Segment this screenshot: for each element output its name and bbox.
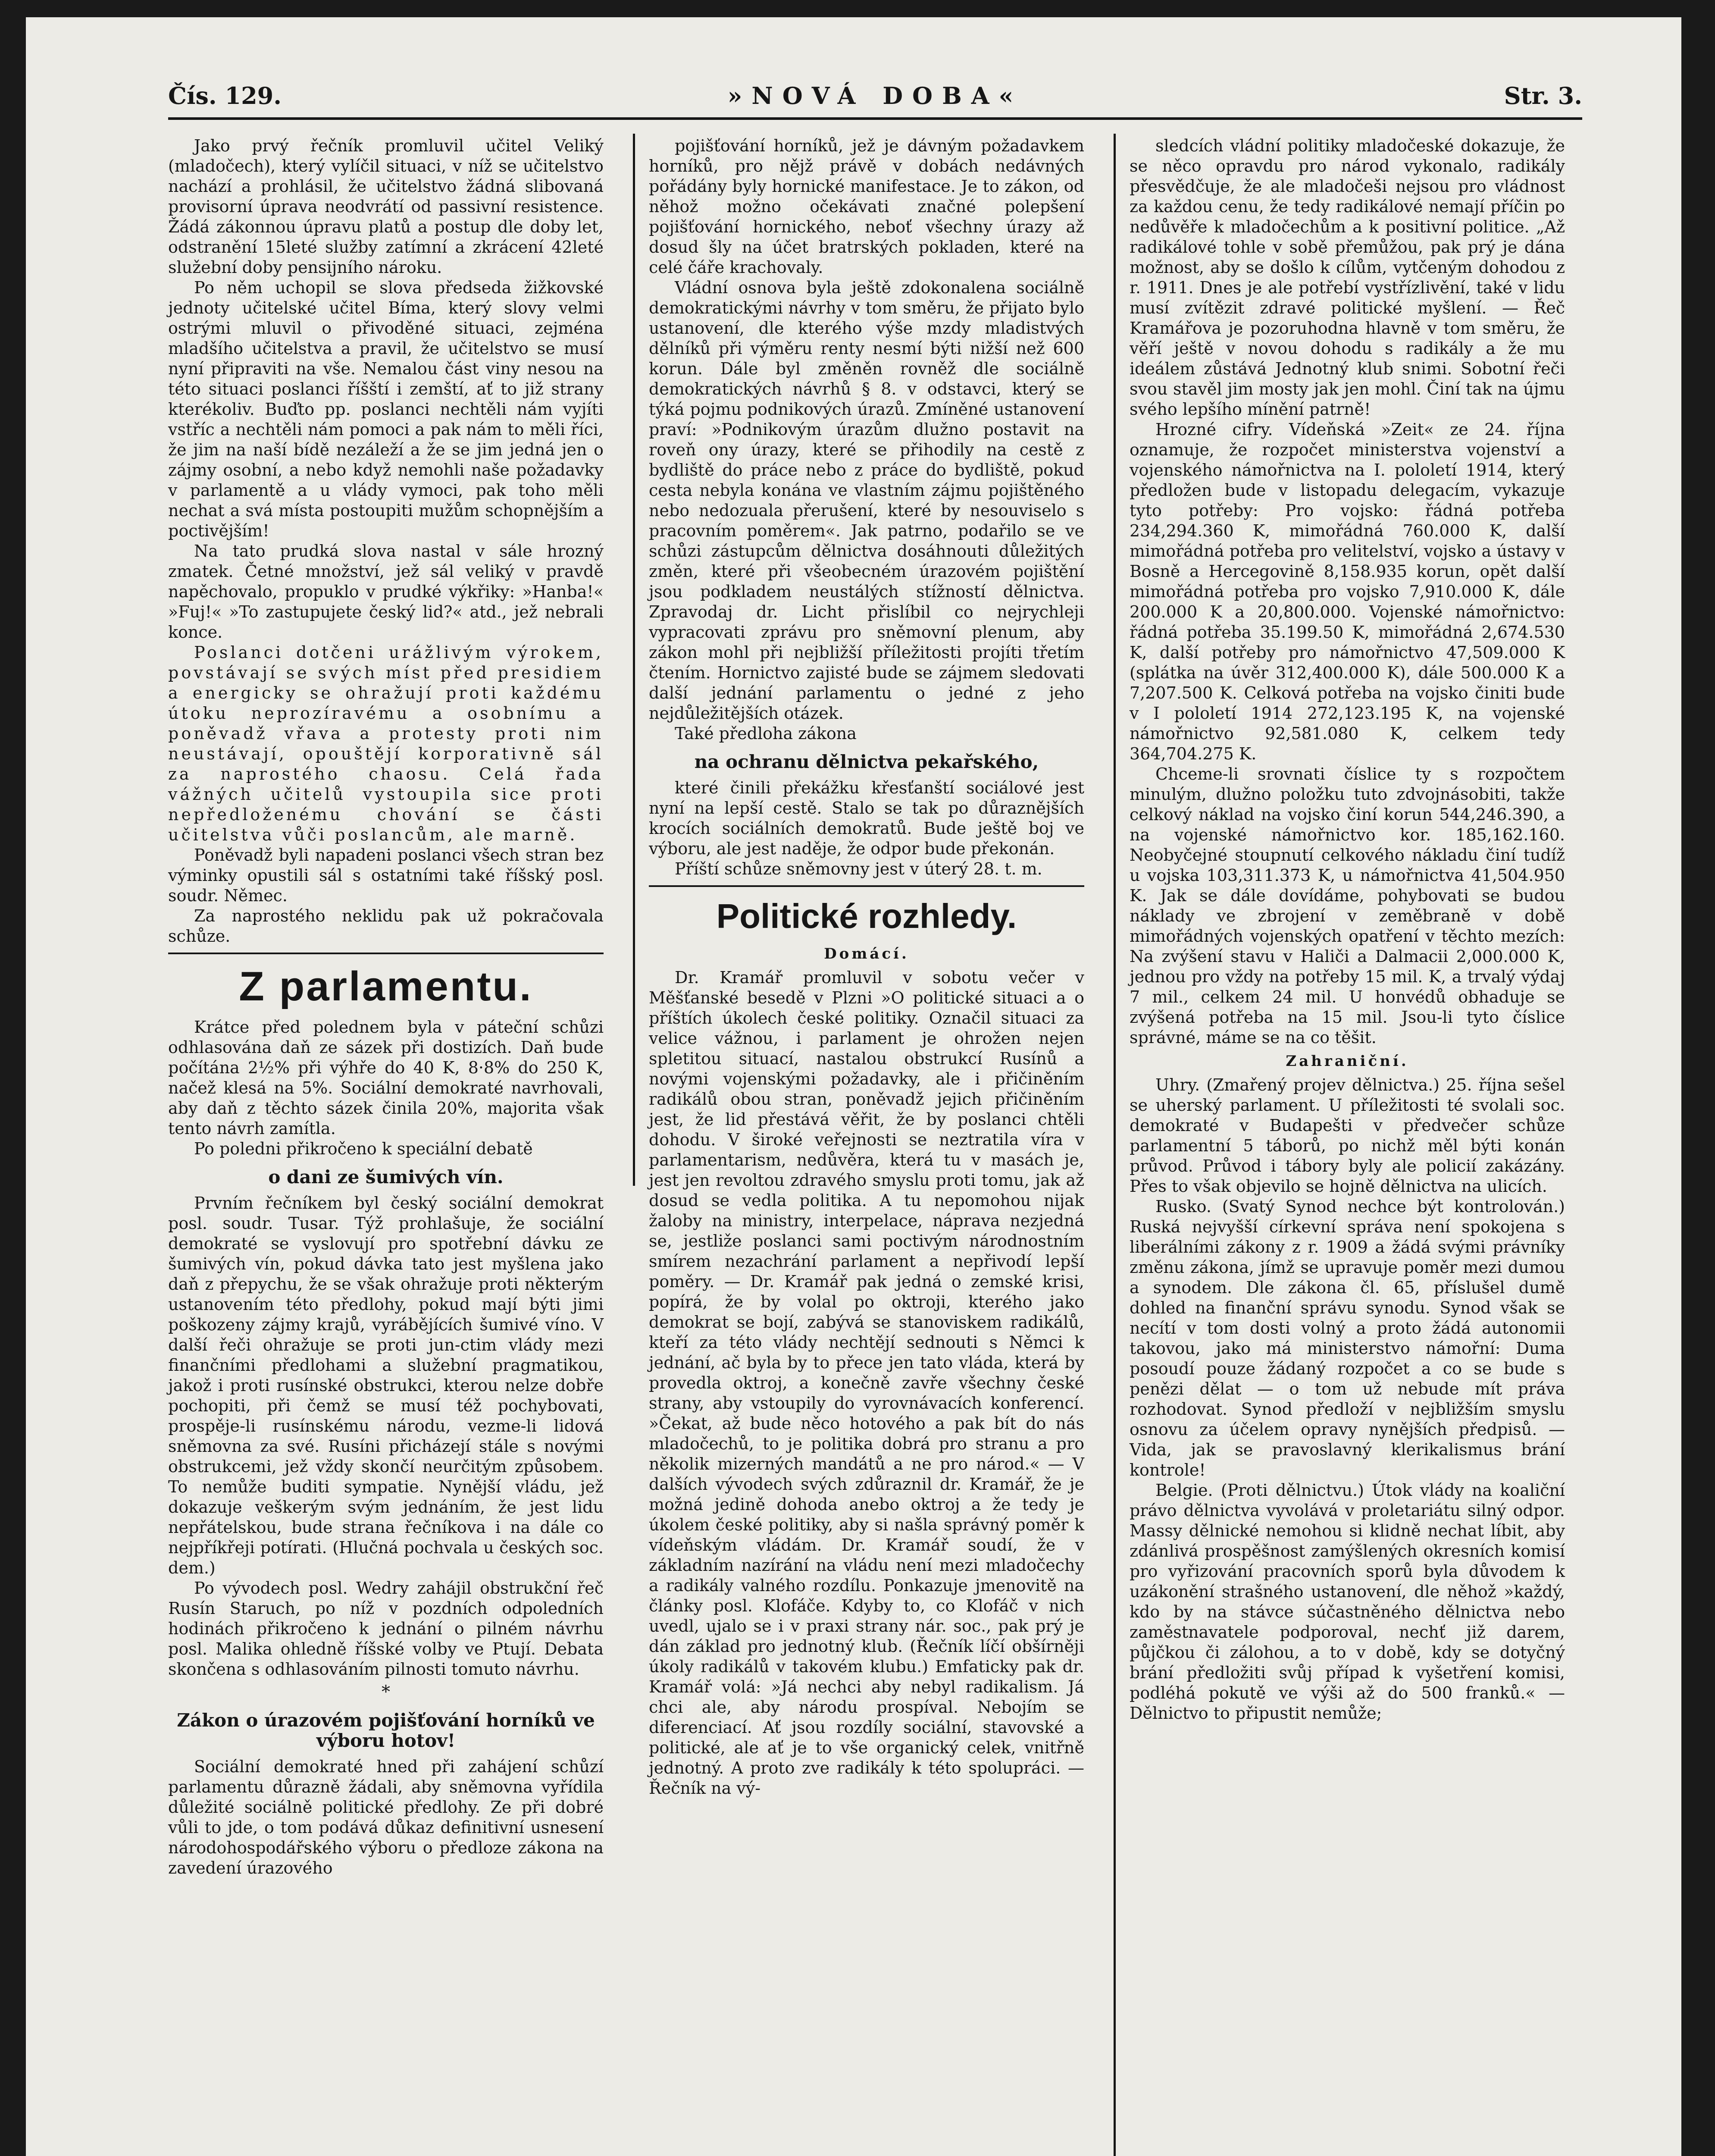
article-paragraph: Chceme-li srovnati číslice ty s rozpočtem minulým, dlužno položku tuto zdvojnásobiti, takže celkový náklad na vojsko činí korun 544,246.390, a na vojenské námořnictvo kor. 185,162.160. Neobyčejné stoupnutí celkového nákladu činí tudíž u vojska 103,311.373 K, u námořnictva 41,504.950 K. Jak se dále dovídáme, pohybovati se budou náklady ve zbrojení v zeměbraně v době mimořádných vojenských opatření v těchto mezích: Na zvýšení stavu v Haliči a Dalmacii 2,000.000 K, jednou pro vždy na potřeby 15 mil. K, a trvalý výdaj 7 mil., celkem 24 mil. U honvédů obhaduje se zvýšená potřeba na 15 mil. Jsou-li tyto číslice správné, máme se na co těšit.: [1130, 765, 1565, 1047]
section-rule: [168, 953, 604, 954]
article-paragraph: Prvním řečníkem byl český sociální demokrat posl. soudr. Tusar. Týž prohlašuje, že sociální demokraté se vyslovují pro spotřební dávku ze šumivých vín, pokud dávka tato jest myšlena jako daň z přepychu, že se však ohražuje proti některým ustanovením této předlohy, pokud mají býti jimi poškozeny zájmy krajů, vyrábějících šumivé víno. V další řeči ohražuje se proti jun-ctim vlády mezi finančními předlohami a služební pragmatikou, jakož i proti rusínské obstrukci, kterou nelze dobře pochopiti, při čemž se musí též pochybovati, prospěje-li rusínskému národu, vezme-li lidová sněmovna za své. Rusíni přicházejí stále s novými obstrukcemi, jež vždy skončí neurčitým způsobem. To nemůže buditi sympatie. Nynější vládu, jež dokazuje veškerým svým jednáním, že jest lidu nepřátelskou, bude strana řečníkova i na dále co nejpříkřeji potírati. (Hlučná pochvala u českých soc. dem.): [168, 1194, 604, 1577]
bakers-subheading: na ochranu dělnictva pekařského,: [694, 751, 1039, 772]
article-paragraph: Poslanci dotčeni urážlivým výrokem, povstávají se svých míst před presidiem a energicky se ohražují proti každému útoku neprozíravému a osobnímu a poněvadž vřava a protesty proti nim neustávají, opouštějí korporativně sál za naprostého chaosu. Celá řada vážných učitelů vystoupila sice proti nepředloženému chování se části učitelstva vůči poslancům, ale marně.: [168, 643, 604, 844]
newspaper-page: [26, 17, 1681, 2156]
article-paragraph: Po něm uchopil se slova předseda žižkovské jednoty učitelské učitel Bíma, který slovy velmi ostrými mluvil o přivoděné situaci, zejména mladšího učitelstva a pravil, že učitelstvo se musí nyní připraviti na vše. Nemalou část viny nesou na této situaci poslanci říšští i zemští, ať to již strany kterékoliv. Buďto pp. poslanci nechtěli nám vyjíti vstříc a nechtěli nám pomoci a pak nám to měli říci, že jim na naší bídě nezáleží a že se jim jedná jen o zájmy osobní, a nebo když nemohli naše požadavky v parlamentě a u vlády vymoci, pak toho měli nechat a svá místa postoupiti mužům schopnějším a poctivějším!: [168, 278, 604, 540]
article-paragraph: Také předloha zákona: [675, 724, 857, 743]
article-paragraph: Krátce před polednem byla v páteční schůzi odhlasována daň ze sázek při dostizích. Daň bude počítána 2½% při výhře do 40 K, 8·8% do 250 K, načež klesá na 5%. Sociální demokraté navrhovali, aby daň z těchto sázek činila 20%, majorita však tento návrh zamítla.: [168, 1018, 604, 1138]
column-divider-2: [1114, 134, 1116, 2156]
article-paragraph: Vládní osnova byla ještě zdokonalena sociálně demokratickými návrhy v tom směru, že přijato bylo ustanovení, dle kterého výše mzdy mladistvých dělníků při výměru renty nesmí býti nižší než 600 korun. Dále byl změněn rovněž dle sociálně demokratických návrhů § 8. v odstavci, který se týká pojmu podnikových úrazů. Zmíněné ustanovení praví: »Podnikovým úrazům dlužno postavit na roveň ony úrazy, které se přihodily na cestě z bydliště do práce nebo z práce do bydliště, pokud cesta nebyla konána ve vlastním zájmu pojištěného nebo nedozuala přerušení, které by nesouviselo s pracovním poměrem«. Jak patrno, podařilo se ve schůzi zástupcům dělnictva dosáhnouti důležitých změn, které při všeobecném úrazovém pojištění jsou podkladem neustálých stížností dělnictva. Zpravodaj dr. Licht přislíbil co nejrychleji vypracovati zprávu pro sněmovní plenum, aby zákon mohl při nejbližší příležitosti projíti třetím čtením. Hornictvo zajisté bude se zájmem sledovati další jednání parlamentu o jedné z jeho nejdůležitějších otázek.: [649, 278, 1084, 723]
politics-heading: Politické rozhledy.: [716, 897, 1017, 935]
parliament-heading: Z parlamentu.: [239, 963, 533, 1009]
column-3: [1130, 136, 1565, 1724]
article-paragraph: Sociální demokraté hned při zahájení schůzí parlamentu důrazně žádali, aby sněmovna vyřídila důležité sociálně politické předlohy. Ze při dobré vůli to jde, o tom podává důkaz definitivní usnesení národohospodářského výboru o předloze zákona na zavedení úrazového: [168, 1757, 604, 1877]
miners-law-subheading: Zákon o úrazovém pojišťování horníků ve výboru hotov!: [177, 1710, 595, 1751]
foreign-label: Zahraniční.: [1286, 1053, 1409, 1070]
wine-tax-subheading: o dani ze šumivých vín.: [268, 1166, 504, 1188]
domestic-label: Domácí.: [824, 945, 909, 962]
column-2: [649, 136, 1084, 1799]
article-paragraph: sledcích vládní politiky mladočeské dokazuje, že se něco opravdu pro národ vykonalo, radikály přesvědčuje, že ale mladočeši nejsou pro vládnost za každou cenu, že tedy radikálové nemají příčin po nedůvěře k mladočechům a k positivní politice. „Až radikálové tohle v sobě přemůžou, pak prý je dána možnost, aby se došlo k cílům, vytčeným dohodou z r. 1911. Dnes je ale potřebí vystřízlivění, také v lidu musí zvítězit zdravé politické myšlení. — Řeč Kramářova je pozoruhodna hlavně v tom směru, že věří ještě v novou dohodu s radikály a že mu ideálem zůstává Jednotný klub snimi. Sobotní řeči svou stavěl jim mosty jak jen mohl. Činí tak na újmu svého lepšího mínění patrně!: [1130, 136, 1565, 419]
masthead: [168, 82, 1582, 121]
article-paragraph: Hrozné cifry. Vídeňská »Zeit« ze 24. října oznamuje, že rozpočet ministerstva vojenství a vojenského námořnictva na I. pololetí 1914, který předložen bude v listopadu delegacím, vykazuje tyto potřeby: Pro vojsko: řádná potřeba 234,294.360 K, mimořádná 760.000 K, další mimořádná potřeba pro velitelství, vojsko a ústavy v Bosně a Hercegovině 8,158.935 korun, opět další mimořádná potřeba pro vojsko 7,910.000 K, dále 200.000 K a 20,800.000. Vojenské námořnictvo: řádná potřeba 35.199.50 K, mimořádná 2,674.530 K, další potřeby pro námořnictvo 47,509.000 K (splátka na úvěr 312,400.000 K), dále 500.000 K a 7,207.500 K. Celková potřeba na vojsko činiti bude v I pololetí 1914 272,123.195 K, na vojenské námořnictvo 92,581.080 K, celkem tedy 364,704.275 K.: [1130, 420, 1565, 763]
article-paragraph: Poněvadž byli napadeni poslanci všech stran bez výminky opustili sál s ostatními také říšský posl. soudr. Němec.: [168, 846, 604, 905]
article-paragraph: Dr. Kramář promluvil v sobotu večer v Měšťanské besedě v Plzni »O politické situaci a o příštích úkolech české politiky. Označil situaci za velice vážnou, i parlament je ohrožen nejen spletitou situací, nastalou obstrukcí Rusínů a novými vojenskými požadavky, ale i přičiněním radikálů obou stran, poněvadž jejich přičiněním jest, že lid přestává věřit, že by poslanci chtěli dohodu. V široké veřejnosti se neztratila víra v parlamentarism, nedůvěra, která tu v masách je, jest jen revoltou zdravého smyslu proti tomu, jak až dosud se vedla politika. A tu nepomohou nijak žaloby na ministry, interpelace, náprava nezjedná se, jestliže poslanci sami poctivým národnostním smírem nezachrání parlament a nepřivodí lepší poměry. — Dr. Kramář pak jedná o zemské krisi, popírá, že by volal po oktroji, kterého jako demokrat se bojí, zabývá se stanoviskem radikálů, kteří za této vlády nechtějí sednouti s Němci k jednání, ač byla by to přece jen tato vláda, která by provedla oktroj, a konečně zavře všechny české strany, aby vstoupily do vyrovnávacích konferencí. »Čekat, až bude něco hotového a pak bít do nás mladočechů, to je politika dobrá pro stranu a pro několik mizerných mandátů a ne pro národ.« — V dalších vývodech svých zdůraznil dr. Kramář, že je možná jedině dohoda anebo oktroj a že tedy je úkolem české politiky, aby si našla správný poměr k vídeňským vládám. Dr. Kramář soudí, že v základním nazírání na vládu není mezi mladočechy a radikály valného rozdílu. Ponkazuje jmenovitě na články posl. Klofáče. Kdyby to, co Klofáč v nich uvedl, ujalo se i v praxi strany nár. soc., pak prý je dán základ pro jednotný klub. (Řečník líčí obšírněji úkoly radikálů v takovém klubu.) Emfaticky pak dr. Kramář volá: »Já nechci aby nebyl radikalism. Já chci ale, aby národu prospíval. Nebojím se diferenciací. Ať jsou rozdíly sociální, stavovské a politické, ale ať je to vše organický celek, vnitřně jednotný. A proto zve radikály k této spolupráci. — Řečník na vý-: [649, 968, 1084, 1798]
article-paragraph: Příští schůze sněmovny jest v úterý 28. t. m.: [675, 859, 1042, 878]
article-paragraph: které činili překážku křesťanští sociálové jest nyní na lepší cestě. Stalo se tak po důraznějších krocích sociálních demokratů. Bude ještě boj ve výboru, ale jest naděje, že odpor bude překonán.: [649, 778, 1084, 858]
article-paragraph: Rusko. (Svatý Synod nechce být kontrolován.) Ruská nejvyšší církevní správa není spokojena s liberálními zákony z r. 1909 a žádá svými právníky změnu zákona, jímž se upravuje poměr mezi dumou a synodem. Dle zákona čl. 65, příslušel dumě dohled na finanční správu synodu. Synod však se necítí v tom dosti volný a proto žádá autonomii takovou, jako má ministerstvo námořní: Duma posoudí pouze žádaný rozpočet a co se bude s penězi dělat — o tom už nebude mít práva rozhodovat. Synod předloží v nejbližším smyslu osnovu za účelem opravy nynějších předpisů. — Vida, jak se pravoslavný klerikalismus brání kontrole!: [1130, 1197, 1565, 1479]
issue-number: Čís. 129.: [168, 82, 282, 110]
article-paragraph: Na tato prudká slova nastal v sále hrozný zmatek. Četné množství, jež sál veliký v pravdě napěchovalo, propuklo v prudké výkřiky: »Hanba!« »Fuj!« »To zastupujete český lid?« atd., jež nebrali konce.: [168, 542, 604, 642]
article-paragraph: pojišťování horníků, jež je dávným požadavkem horníků, pro nějž právě v dobách nedávných pořádány byly hornické manifestace. Je to zákon, od něhož možno očekávati značné polepšení pojišťování hornického, neboť všechny úrazy až dosud šly na účet bratrských pokladen, které na celé čáře krachovaly.: [649, 136, 1084, 277]
article-paragraph: Belgie. (Proti dělnictvu.) Útok vlády na koaliční právo dělnictva vyvolává v proletariátu silný odpor. Massy dělnické nemohou si klidně nechat líbit, aby zdánlivá prospěšnost zamýšlených okresních komisí pro vyřizování pracovních sporů byla důvodem k uzákonění strašného ustanovení, dle něhož »každý, kdo by na stávce súčastněného dělnictva nebo zaměstnavatele podporoval, nechť již darem, půjčkou či zálohou, a to v době, kdy se dotyčný brání předložiti svůj případ k vyšetření komisi, podléhá pokutě ve výši až do 500 franků.« — Dělnictvo to připustit nemůže;: [1130, 1481, 1565, 1723]
article-paragraph: Za naprostého neklidu pak už pokračovala schůze.: [168, 906, 604, 946]
article-paragraph: Uhry. (Zmařený projev dělnictva.) 25. října sešel se uherský parlament. U příležitosti té svolali soc. demokraté v Budapešti v předvečer schůze parlamentní 5 táborů, po nichž měl býti konán průvod. Průvod i tábory byly ale policií zakázány. Přes to však objevilo se hojně dělnictva na ulicích.: [1130, 1075, 1565, 1196]
article-paragraph: Jako prvý řečník promluvil učitel Veliký (mladočech), který vylíčil situaci, v níž se učitelstvo nachází a prohlásil, že učitelstvo žádná slibovaná provisorní úprava neodvrátí od passivní resistence. Žádá zákonnou úpravu platů a postup dle doby let, odstranění 15leté služby zatímní a zkrácení 42leté služební doby pensijního nároku.: [168, 136, 604, 277]
separator-star: *: [382, 1682, 390, 1702]
column-divider-1: [633, 134, 635, 1186]
page-number: Str. 3.: [1504, 82, 1582, 110]
column-1: [168, 136, 604, 1878]
header-rule: [168, 117, 1582, 120]
article-paragraph: Po poledni přikročeno k speciální debatě: [194, 1139, 533, 1158]
section-rule: [649, 885, 1084, 887]
newspaper-title: »NOVÁ DOBA«: [727, 82, 1023, 110]
article-paragraph: Po vývodech posl. Wedry zahájil obstrukční řeč Rusín Staruch, po níž v pozdních odpoledních hodinách přikročeno k jednání o pilném návrhu posl. Malika ohledně říšské volby ve Ptují. Debata skončena s odhlasováním pilnosti tomuto návrhu.: [168, 1579, 604, 1679]
